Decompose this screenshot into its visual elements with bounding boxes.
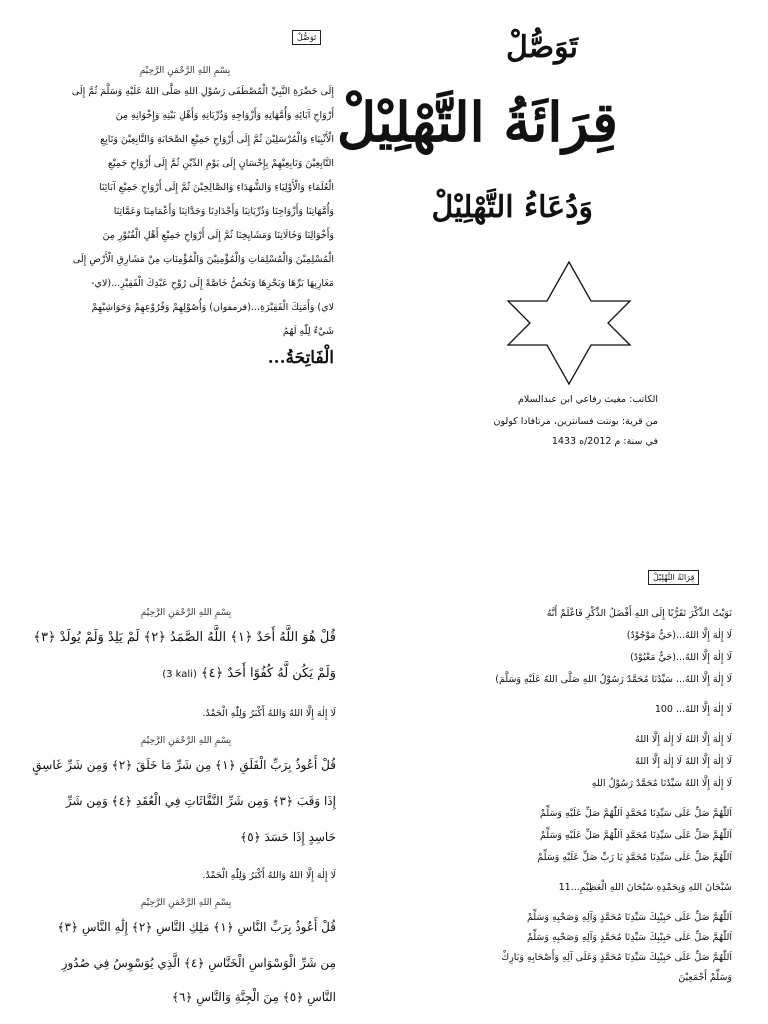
tawassul-line: وَأُمَّهَاتِنَا وَأَزْوَاجِنَا وَذُرِّيَاتِنَا وَأَجْدَادِنَا وَجَدَّاتِنَا وَأَعْمَامِنَا وَعَمَّاتِنَا	[113, 206, 334, 217]
ikhlas-repeat-note: (3 kali)	[162, 669, 197, 680]
cover-year: في سنة: م 2012/ه 1433	[551, 436, 658, 447]
salawat-line: اَللّٰهُمَّ صَلِّ عَلَى سَيِّدِنَا مُحَمَّدٍ اَللّٰهُمَّ صَلِّ عَلَيْهِ وَسَلِّمْ	[539, 830, 732, 841]
ikhlas-verse	[36, 666, 336, 681]
salawat-habib-line: اَللّٰهُمَّ صَلِّ عَلَى حَبِيْبِكَ سَيِّدِنَا مُحَمَّدٍ وَآلِهِ وَصَحْبِهِ وَسَلِّمْ	[526, 932, 732, 943]
surahs-panel	[32, 604, 336, 1014]
tawassul-line: التَّابِعِيْنَ وَتَابِعِيْهِمْ بِإِحْسَانٍ إِلَى يَوْمِ الدِّيْنِ ثُمَّ إِلَى أَرْوَاحِ جَمِيْعِ	[107, 158, 334, 169]
tawassul-line: الْعُلَمَاءِ وَالْأَوْلِيَاءِ وَالشُّهَدَاءِ وَالصَّالِحِيْنَ ثُمَّ إِلَى أَرْوَاحِ جَمِيْعِ آبَائِنَا	[99, 182, 334, 193]
nas-bismillah: بِسْمِ اللهِ الرَّحْمَنِ الرَّحِيْمِ	[140, 898, 232, 908]
tasbih-line: سُبْحَانَ اللهِ وَبِحَمْدِهِ سُبْحَانَ اللهِ الْعَظِيْمِ...11	[558, 882, 732, 893]
tahlil-line: لَا إِلٰهَ إِلَّا اللهُ لَا إِلٰهَ إِلَّا اللهُ	[635, 734, 732, 745]
tahlil-line: لَا إِلٰهَ إِلَّا اللهُ...(حَيٌّ مَوْجُوْدٌ)	[626, 630, 732, 641]
tawassul-line: شَيْءٌ لِلّٰهِ لَهُمُ	[282, 326, 334, 337]
tawassul-line: إِلَى حَضْرَةِ النَّبِيِّ الْمُصْطَفَى رَسُوْلِ اللهِ صَلَّى اللهُ عَلَيْهِ وَسَلَّمَ ثُمَّ إِلَى	[71, 86, 334, 97]
tahlil-line: لَا إِلٰهَ إِلَّا اللهُ...(حَيٌّ مَعْبُوْدٌ)	[630, 652, 732, 663]
falaq-verse: إِذَا وَقَبَ ﴿٣﴾ وَمِن شَرِّ النَّفَّاثَاتِ فِي الْعُقَدِ ﴿٤﴾ وَمِن شَرِّ	[65, 794, 336, 808]
tahlil-line: لَا إِلٰهَ إِلَّا اللهُ... سَيِّدُنَا مُحَمَّدٌ رَسُوْلُ اللهِ صَلَّى اللهُ عَلَيْهِ وَسَلَّمَ)	[495, 674, 732, 685]
star-ornament	[494, 248, 644, 398]
ikhlas-verse: قُلْ هُوَ اللَّهُ أَحَدٌ ﴿١﴾ اللَّهُ الصَّمَدُ ﴿٢﴾ لَمْ يَلِدْ وَلَمْ يُولَدْ ﴿٣﴾	[33, 630, 336, 645]
fatiha-heading: الْفَاتِحَةُ...	[267, 348, 334, 368]
cover-title-main: قِرَائَةُ التَّهْلِيْلْ	[336, 90, 618, 154]
ikhlas-bismillah: بِسْمِ اللهِ الرَّحْمَنِ الرَّحِيْمِ	[140, 608, 232, 618]
salawat-habib-line: وَسَلِّمْ أَجْمَعِيْنَ	[678, 972, 732, 983]
tawassul-tag: تَوَصُّلْ	[292, 30, 321, 45]
tahlil-line: لَا إِلٰهَ إِلَّا اللهُ سَيِّدُنَا مُحَمَّدٌ رَسُوْلُ اللهِ	[591, 778, 732, 789]
salawat-line: اَللّٰهُمَّ صَلِّ عَلَى سَيِّدِنَا مُحَمَّدٍ يَا رَبِّ صَلِّ عَلَيْهِ وَسَلِّمْ	[537, 852, 732, 863]
ikhlas-verse-text: وَلَمْ يَكُن لَّهُ كُفُوًا أَحَدٌ ﴿٤﴾	[201, 666, 336, 681]
cover-village: من قرية: بونتت فسانترين، مرتافادا كولون	[493, 416, 658, 427]
cover-author: الكاتب: مغيث رفاعي ابن عبدالسلام	[518, 394, 658, 405]
tawassul-panel	[36, 64, 334, 384]
tahlil-tag: قِرَائَةُ التَّهْلِيْلْ	[648, 570, 699, 585]
tahlil-takbir: لَا إِلٰهَ إِلَّا اللهُ وَاللهُ أَكْبَرُ وَلِلّٰهِ الْحَمْدُ.	[202, 870, 336, 881]
tawassul-bismillah: بِسْمِ اللهِ الرَّحْمَنِ الرَّحِيْمِ	[139, 66, 231, 76]
tahlil-panel	[410, 600, 732, 1000]
tawassul-line: الْمُسْلِمِيْنَ وَالْمُسْلِمَاتِ وَالْمُؤْمِنِيْنَ وَالْمُؤْمِنَاتِ مِنْ مَشَارِقِ الْأَرْضِ إِلَى	[72, 254, 334, 265]
salawat-habib-line: اَللّٰهُمَّ صَلِّ عَلَى حَبِيْبِكَ سَيِّدِنَا مُحَمَّدٍ وَآلِهِ وَصَحْبِهِ وَسَلِّمْ	[526, 912, 732, 923]
tawassul-line: أَرْوَاحِ آبَائِهِ وَأُمَّهَاتِهِ وَأَزْوَاجِهِ وَذُرِّيَاتِهِ وَأَهْلِ بَيْتِهِ وَإِخْوَانِهِ مِنَ	[115, 110, 334, 121]
falaq-verse: قُلْ أَعُوذُ بِرَبِّ الْفَلَقِ ﴿١﴾ مِن شَرِّ مَا خَلَقَ ﴿٢﴾ وَمِن شَرِّ غَاسِقٍ	[32, 758, 336, 772]
cover-title-small: تَوَصُّلْ	[505, 30, 578, 65]
tawassul-line: مَغَارِبِهَا بَرِّهَا وَبَحْرِهَا وَنَخُصُّ خَاصَّةً إِلَى رُوْحِ عَبْدِكَ الْفَقِيْرِ...(لاي-	[91, 278, 334, 289]
nas-verse: النَّاسِ ﴿٥﴾ مِنَ الْجِنَّةِ وَالنَّاسِ ﴿٦﴾	[171, 990, 336, 1004]
tahlil-100: لَا إِلٰهَ إِلَّا اللهُ... 100	[654, 704, 732, 715]
salawat-line: اَللّٰهُمَّ صَلِّ عَلَى سَيِّدِنَا مُحَمَّدٍ اَللّٰهُمَّ صَلِّ عَلَيْهِ وَسَلِّمْ	[539, 808, 732, 819]
cover-subtitle: وَدُعَاءُ التَّهْلِيْلْ	[431, 190, 593, 225]
tahlil-takbir: لَا إِلٰهَ إِلَّا اللهُ وَاللهُ أَكْبَرُ وَلِلّٰهِ الْحَمْدُ.	[202, 708, 336, 719]
nas-verse: مِن شَرِّ الْوَسْوَاسِ الْخَنَّاسِ ﴿٤﴾ الَّذِي يُوَسْوِسُ فِي صُدُورِ	[61, 956, 336, 970]
falaq-bismillah: بِسْمِ اللهِ الرَّحْمَنِ الرَّحِيْمِ	[140, 736, 232, 746]
tahlil-intro: نَوَيْتُ الذِّكْرَ تَقَرُّبًا إِلَى اللهِ أَفْضَلُ الذِّكْرِ فَاعْلَمْ أَنَّهُ	[546, 608, 732, 619]
tahlil-line: لَا إِلٰهَ إِلَّا اللهُ لَا إِلٰهَ إِلَّا اللهُ	[635, 756, 732, 767]
tawassul-line: وَأَخْوَالِنَا وَخَالَاتِنَا وَمَشَايِخِنَا ثُمَّ إِلَى أَرْوَاحِ جَمِيْعِ أَهْلِ الْقُبُوْرِ مِنَ	[102, 230, 334, 241]
tawassul-line: الْأَنْبِيَاءِ وَالْمُرْسَلِيْنَ ثُمَّ إِلَى أَرْوَاحِ جَمِيْعِ الصَّحَابَةِ وَالتَّابِعِيْنَ وَتَابِعِ	[100, 134, 334, 145]
tawassul-line: لاي) وَأَمَتِكَ الْفَقِيْرَةِ...(فرمفوان) وَأُصُوْلِهِمْ وَفُرُوْعِهِمْ وَحَوَاشِيْهِمْ	[91, 302, 334, 313]
falaq-verse: حَاسِدٍ إِذَا حَسَدَ ﴿٥﴾	[240, 830, 336, 844]
salawat-habib-line: اَللّٰهُمَّ صَلِّ عَلَى حَبِيْبِكَ سَيِّدِنَا مُحَمَّدٍ وَعَلَى آلِهِ وَأَصْحَابِهِ وَبَارِكْ	[501, 952, 732, 963]
nas-verse: قُلْ أَعُوذُ بِرَبِّ النَّاسِ ﴿١﴾ مَلِكِ النَّاسِ ﴿٢﴾ إِلَٰهِ النَّاسِ ﴿٣﴾	[57, 920, 336, 934]
